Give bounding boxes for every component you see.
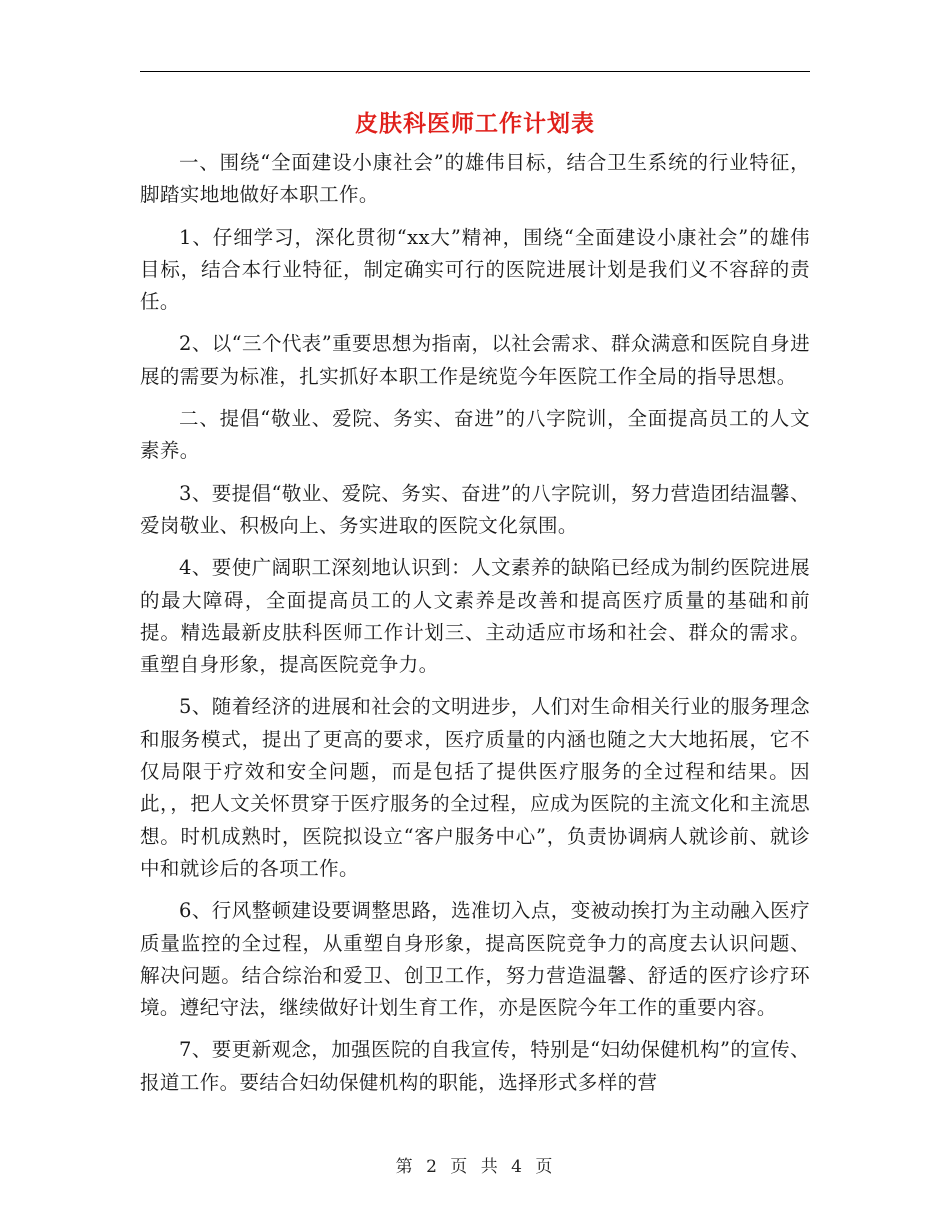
paragraph-2: 1、仔细学习，深化贯彻“xx大”精神，围绕“全面建设小康社会”的雄伟目标，结合本行业特征，制定确实可行的医院进展计划是我们义不容辞的责任。	[140, 225, 810, 314]
paragraph-4: 二、提倡“敬业、爱院、务实、奋进”的八字院训，全面提高员工的人文素养。	[140, 407, 810, 463]
paragraph-5: 3、要提倡“敬业、爱院、务实、奋进”的八字院训，努力营造团结温馨、爱岗敬业、积极向上、务实进取的医院文化氛围。	[140, 481, 810, 537]
paragraph-3: 2、以“三个代表”重要思想为指南，以社会需求、群众满意和医院自身进展的需要为标准，扎实抓好本职工作是统览今年医院工作全局的指导思想。	[140, 332, 810, 388]
paragraph-9: 7、要更新观念，加强医院的自我宣传，特别是“妇幼保健机构”的宣传、报道工作。要结合妇幼保健机构的职能，选择形式多样的营	[140, 1038, 810, 1094]
paragraph-1: 一、围绕“全面建设小康社会”的雄伟目标，结合卫生系统的行业特征，脚踏实地地做好本职工作。	[140, 151, 810, 207]
header-rule	[140, 71, 810, 72]
page-number-footer: 第 2 页 共 4 页	[395, 1157, 555, 1177]
paragraph-7: 5、随着经济的进展和社会的文明进步，人们对生命相关行业的服务理念和服务模式，提出了更高的要求，医疗质量的内涵也随之大大地拓展，它不仅局限于疗效和安全问题，而是包括了提供医疗服务的全过程和结果。因此，，把人文关怀贯穿于医疗服务的全过程，应成为医院的主流文化和主流思想。时机成熟时，医院拟设立“客户服务中心”，负责协调病人就诊前、就诊中和就诊后的各项工作。	[140, 695, 810, 880]
paragraph-6: 4、要使广阔职工深刻地认识到：人文素养的缺陷已经成为制约医院进展的最大障碍，全面提高员工的人文素养是改善和提高医疗质量的基础和前提。精选最新皮肤科医师工作计划三、主动适应市场和社会、群众的需求。重塑自身形象，提高医院竞争力。	[140, 556, 810, 677]
document-title: 皮肤科医师工作计划表	[355, 110, 595, 137]
document-body	[140, 147, 810, 1109]
paragraph-8: 6、行风整顿建设要调整思路，选准切入点，变被动挨打为主动融入医疗质量监控的全过程，从重塑自身形象，提高医院竞争力的高度去认识问题、解决问题。结合综治和爱卫、创卫工作，努力营造温馨、舒适的医疗诊疗环境。遵纪守法，继续做好计划生育工作，亦是医院今年工作的重要内容。	[140, 899, 810, 1020]
